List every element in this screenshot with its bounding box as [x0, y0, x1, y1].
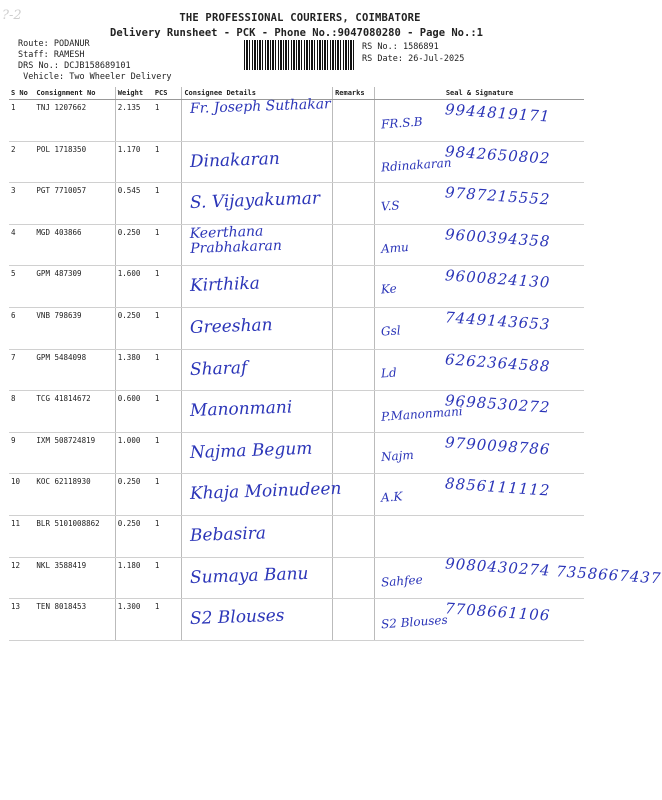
- sno-cell: 3: [9, 183, 34, 225]
- rs-date-line: [362, 53, 464, 65]
- consignee-handwriting: Kirthika: [189, 273, 261, 297]
- weight-cell: 1.380: [115, 349, 153, 391]
- consignment-cell: KOC 62118930: [34, 474, 115, 516]
- consignee-cell: [182, 432, 333, 474]
- weight-cell: 1.000: [115, 432, 153, 474]
- consignment-cell: VNB 798639: [34, 307, 115, 349]
- col-header-seal: Seal & Signature: [375, 87, 584, 100]
- table-row: [9, 307, 584, 349]
- pcs-cell: 1: [153, 474, 182, 516]
- weight-cell: 0.545: [115, 183, 153, 225]
- signature-handwriting: Amu: [380, 239, 410, 256]
- table-row: [9, 349, 584, 391]
- col-header-consignee: Consignee Details: [182, 87, 333, 100]
- signature-cell: [375, 224, 584, 266]
- phone-handwriting: 7449143653: [444, 308, 552, 334]
- sno-cell: 4: [9, 224, 34, 266]
- staff-value: RAMESH: [53, 50, 85, 60]
- pcs-cell: 1: [153, 224, 182, 266]
- col-header-weight: Weight: [115, 87, 153, 100]
- barcode: [244, 40, 354, 70]
- consignee-cell: [182, 183, 333, 225]
- route-label: Route:: [18, 39, 49, 49]
- remarks-cell: [333, 307, 375, 349]
- consignee-cell: [182, 599, 333, 641]
- weight-cell: 1.300: [115, 599, 153, 641]
- signature-cell: [375, 307, 584, 349]
- col-header-sno: S No: [9, 87, 34, 100]
- signature-handwriting: Ke: [380, 281, 398, 297]
- signature-handwriting: Gsl: [380, 323, 402, 339]
- signature-cell: [375, 432, 584, 474]
- phone-handwriting: 9944819171: [444, 100, 552, 126]
- consignee-handwriting: Dinakaran: [189, 148, 281, 172]
- col-header-remarks: Remarks: [333, 87, 375, 100]
- route-value: PODANUR: [53, 39, 90, 49]
- phone-handwriting: 9080430274 7358667437: [444, 553, 662, 588]
- pcs-cell: 1: [153, 141, 182, 183]
- corner-mark: ?-2: [2, 8, 22, 23]
- table-row: [9, 100, 584, 142]
- signature-handwriting: P.Manonmani: [380, 404, 464, 424]
- sno-cell: 8: [9, 391, 34, 433]
- rs-date-label: RS Date:: [362, 54, 403, 64]
- sno-cell: 5: [9, 266, 34, 308]
- sno-cell: 1: [9, 100, 34, 142]
- phone-handwriting: 9698530272: [444, 391, 552, 417]
- company-name: THE PROFESSIONAL COURIERS, COIMBATORE: [179, 12, 421, 24]
- pcs-cell: 1: [153, 307, 182, 349]
- pcs-cell: 1: [153, 266, 182, 308]
- consignee-handwriting: Sharaf: [189, 357, 248, 380]
- phone-handwriting: 7708661106: [444, 599, 552, 625]
- table-row: [9, 141, 584, 183]
- drs-value: DCJB158689101: [64, 61, 131, 71]
- pcs-cell: 1: [153, 515, 182, 557]
- sno-cell: 11: [9, 515, 34, 557]
- consignee-cell: [182, 141, 333, 183]
- consignment-cell: PGT 7710057: [34, 183, 115, 225]
- signature-cell: [375, 266, 584, 308]
- remarks-cell: [333, 557, 375, 599]
- rs-no-line: [362, 41, 464, 53]
- sno-cell: 13: [9, 599, 34, 641]
- staff-label: Staff:: [18, 50, 49, 60]
- consignee-cell: [182, 307, 333, 349]
- pcs-cell: 1: [153, 349, 182, 391]
- pcs-cell: 1: [153, 100, 182, 142]
- vehicle-line: [18, 72, 172, 83]
- table-body: [9, 96, 662, 641]
- sno-cell: 6: [9, 307, 34, 349]
- weight-cell: 0.250: [115, 224, 153, 266]
- phone-handwriting: 9787215552: [444, 183, 552, 209]
- consignee-handwriting: Fr. Joseph Suthakar: [190, 96, 332, 117]
- vehicle-value: Two Wheeler Delivery: [69, 72, 172, 82]
- sno-cell: 2: [9, 141, 34, 183]
- table-row: [9, 391, 584, 433]
- consignee-cell: [182, 515, 333, 557]
- remarks-cell: [333, 515, 375, 557]
- consignment-cell: TEN 8018453: [34, 599, 115, 641]
- remarks-cell: [333, 141, 375, 183]
- consignment-cell: TNJ 1207662: [34, 100, 115, 142]
- consignment-cell: MGD 403866: [34, 224, 115, 266]
- phone-handwriting: 9842650802: [444, 141, 552, 168]
- consignee-handwriting: Sumaya Banu: [189, 563, 310, 588]
- table-row: [9, 432, 584, 474]
- table-row: [9, 515, 584, 557]
- pcs-cell: 1: [153, 432, 182, 474]
- route-line: [18, 39, 172, 50]
- weight-cell: 0.250: [115, 307, 153, 349]
- signature-handwriting: A.K: [380, 489, 404, 506]
- table-row: [9, 266, 584, 308]
- consignee-handwriting: S. Vijayakumar: [189, 188, 321, 214]
- sno-cell: 7: [9, 349, 34, 391]
- consignment-cell: GPM 487309: [34, 266, 115, 308]
- signature-cell: [375, 183, 584, 225]
- consignee-handwriting: Najma Begum: [189, 438, 314, 463]
- consignment-cell: TCG 41814672: [34, 391, 115, 433]
- runsheet-table: [9, 87, 662, 641]
- consignee-cell: [182, 391, 333, 433]
- signature-cell: [375, 391, 584, 433]
- remarks-cell: [333, 432, 375, 474]
- signature-cell: [375, 599, 584, 641]
- remarks-cell: [333, 391, 375, 433]
- signature-cell: [375, 515, 584, 557]
- signature-handwriting: V.S: [380, 198, 401, 214]
- weight-cell: 1.180: [115, 557, 153, 599]
- pcs-cell: 1: [153, 391, 182, 433]
- signature-handwriting: S2 Blouses: [380, 612, 449, 632]
- staff-line: [18, 50, 172, 61]
- weight-cell: 0.250: [115, 515, 153, 557]
- weight-cell: 1.600: [115, 266, 153, 308]
- signature-cell: [375, 474, 584, 516]
- signature-handwriting: Sahfee: [380, 572, 424, 589]
- signature-handwriting: Rdinakaran: [380, 155, 453, 175]
- drs-line: [18, 61, 172, 72]
- consignee-handwriting: Manonmani: [189, 397, 293, 422]
- signature-cell: [375, 141, 584, 183]
- sno-cell: 9: [9, 432, 34, 474]
- sno-cell: 12: [9, 557, 34, 599]
- pcs-cell: 1: [153, 599, 182, 641]
- consignment-cell: POL 1718350: [34, 141, 115, 183]
- sno-cell: 10: [9, 474, 34, 516]
- remarks-cell: [333, 349, 375, 391]
- remarks-cell: [333, 183, 375, 225]
- signature-handwriting: Najm: [380, 447, 415, 464]
- signature-cell: [375, 553, 662, 599]
- consignee-cell: [182, 557, 333, 599]
- consignee-handwriting: Bebasira: [189, 523, 267, 546]
- pcs-cell: 1: [153, 557, 182, 599]
- phone-handwriting: 6262364588: [444, 349, 552, 376]
- col-header-pcs: PCS: [153, 87, 182, 100]
- consignment-cell: IXM 508724819: [34, 432, 115, 474]
- rs-date-value: 26-Jul-2025: [408, 54, 465, 64]
- table-row: [9, 224, 584, 266]
- consignee-handwriting: Greeshan: [189, 315, 274, 338]
- consignee-cell: [182, 349, 333, 391]
- rs-no-label: RS No.:: [362, 42, 398, 52]
- table-row: [9, 599, 584, 641]
- remarks-cell: [333, 599, 375, 641]
- table-row: [9, 557, 584, 599]
- signature-cell: [375, 100, 584, 142]
- consignee-cell: [182, 266, 333, 308]
- signature-cell: [375, 349, 584, 391]
- weight-cell: 0.250: [115, 474, 153, 516]
- table-row: [9, 183, 584, 225]
- phone-handwriting: 9790098786: [444, 433, 552, 459]
- col-header-consignment: Consignment No: [34, 87, 115, 100]
- vehicle-label: Vehicle:: [23, 72, 65, 82]
- consignee-cell: [182, 474, 343, 516]
- consignment-cell: BLR 5101008862: [34, 515, 115, 557]
- consignment-cell: NKL 3588419: [34, 557, 115, 599]
- consignee-handwriting: S2 Blouses: [189, 605, 286, 630]
- header-left-block: [18, 39, 172, 83]
- consignment-cell: GPM 5484098: [34, 349, 115, 391]
- phone-handwriting: 9600394358: [444, 225, 552, 251]
- signature-handwriting: Ld: [380, 365, 398, 381]
- header-right-block: [362, 41, 464, 65]
- rs-no-value: 1586891: [402, 42, 439, 52]
- consignee-cell: [182, 224, 333, 266]
- phone-handwriting: 8856111112: [444, 474, 552, 500]
- remarks-cell: [333, 266, 375, 308]
- phone-handwriting: 9600824130: [444, 266, 552, 293]
- weight-cell: 0.600: [115, 391, 153, 433]
- weight-cell: 2.135: [115, 100, 153, 142]
- consignee-cell: [182, 96, 333, 142]
- weight-cell: 1.170: [115, 141, 153, 183]
- table-row: [9, 474, 584, 516]
- signature-handwriting: FR.S.B: [380, 114, 424, 132]
- consignee-handwriting: Keerthana Prabhakaran: [189, 223, 283, 257]
- consignee-handwriting: Khaja Moinudeen: [189, 479, 343, 505]
- runsheet-title: Delivery Runsheet - PCK - Phone No.:9047080280 - Page No.:1: [110, 27, 483, 39]
- pcs-cell: 1: [153, 183, 182, 225]
- drs-label: DRS No.:: [18, 61, 59, 71]
